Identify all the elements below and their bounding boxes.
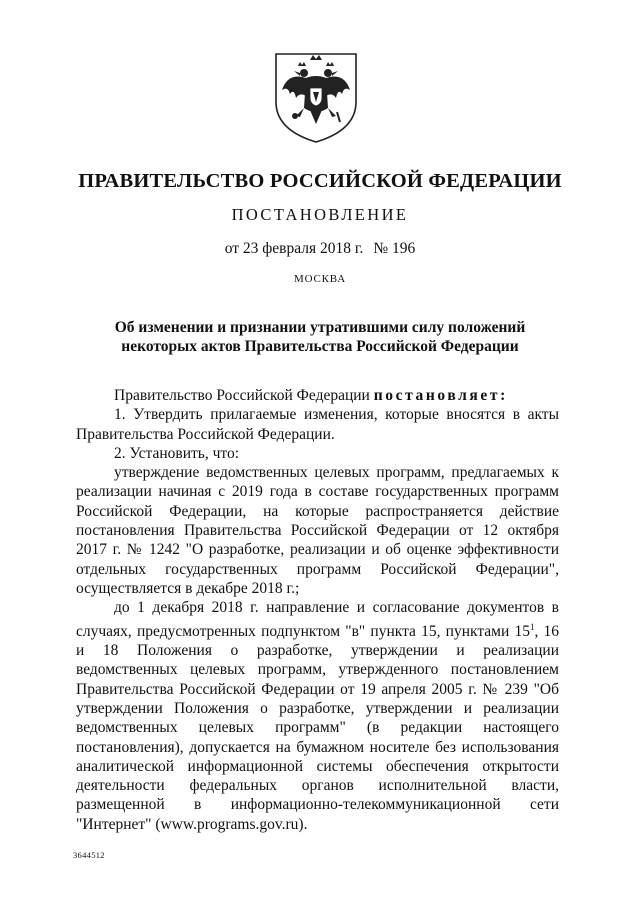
decree-body xyxy=(76,386,559,834)
decree-date-line xyxy=(0,240,640,258)
coat-of-arms-emblem-icon xyxy=(270,50,362,145)
resolves-word: постановляет: xyxy=(373,387,508,404)
paragraph-4-part-b: , 16 и 18 Положения о разработке, утверждении и реализации ведомственных целевых программ, утвержденного постановлением Правительства Российской Федерации от 19 апреля 2005 г. № 239 "Об утверждении Положения о разработке, утверждении и реализации ведомственных целевых программ" (в редакции настоящего постановления), допускается на бумажном носителе без использования аналитической информационной системы обеспечения открытости деятельности федеральных органов исполнительной власти, размещенной в информационно-телекоммуникационной сети "Интернет" (www.programs.gov.ru). xyxy=(76,622,560,833)
superscript: 1 xyxy=(529,621,535,632)
document-type: ПОСТАНОВЛЕНИЕ xyxy=(231,205,409,224)
paragraph-2: 2. Установить, что: xyxy=(114,444,240,462)
decree-date: от 23 февраля 2018 г. xyxy=(224,240,364,257)
decree-subject xyxy=(0,318,640,356)
decree-city: МОСКВА xyxy=(294,273,346,285)
intro-paragraph xyxy=(76,386,559,405)
subject-line-2: некоторых актов Правительства Российской Федерации xyxy=(121,338,519,355)
decree-number: № 196 xyxy=(373,240,416,257)
paragraph-4 xyxy=(76,598,559,834)
paragraph-4-part-a: до 1 декабря 2018 г. направление и согласование документов в случаях, предусмотренных подпунктом "в" пункта 15, пунктами 15 xyxy=(76,599,559,640)
paragraph-3: утверждение ведомственных целевых программ, предлагаемых к реализации начиная с 2019 года в составе государственных программ Российской Федерации, на которые распространяется действие постановления Правительства Российской Федерации от 12 октября 2017 г. № 1242 "О разработке, реализации и об оценке эффективности отдельных государственных программ Российской Федерации", осуществляется в декабре 2018 г.; xyxy=(76,464,559,597)
government-name: ПРАВИТЕЛЬСТВО РОССИЙСКОЙ ФЕДЕРАЦИИ xyxy=(78,170,562,192)
subject-line-1: Об изменении и признании утратившими силу положений xyxy=(114,319,526,336)
paragraph-1: 1. Утвердить прилагаемые изменения, которые вносятся в акты Правительства Российской Федерации. xyxy=(76,406,559,443)
document-code: 3644512 xyxy=(73,850,105,860)
intro-text: Правительство Российской Федерации xyxy=(114,387,370,404)
